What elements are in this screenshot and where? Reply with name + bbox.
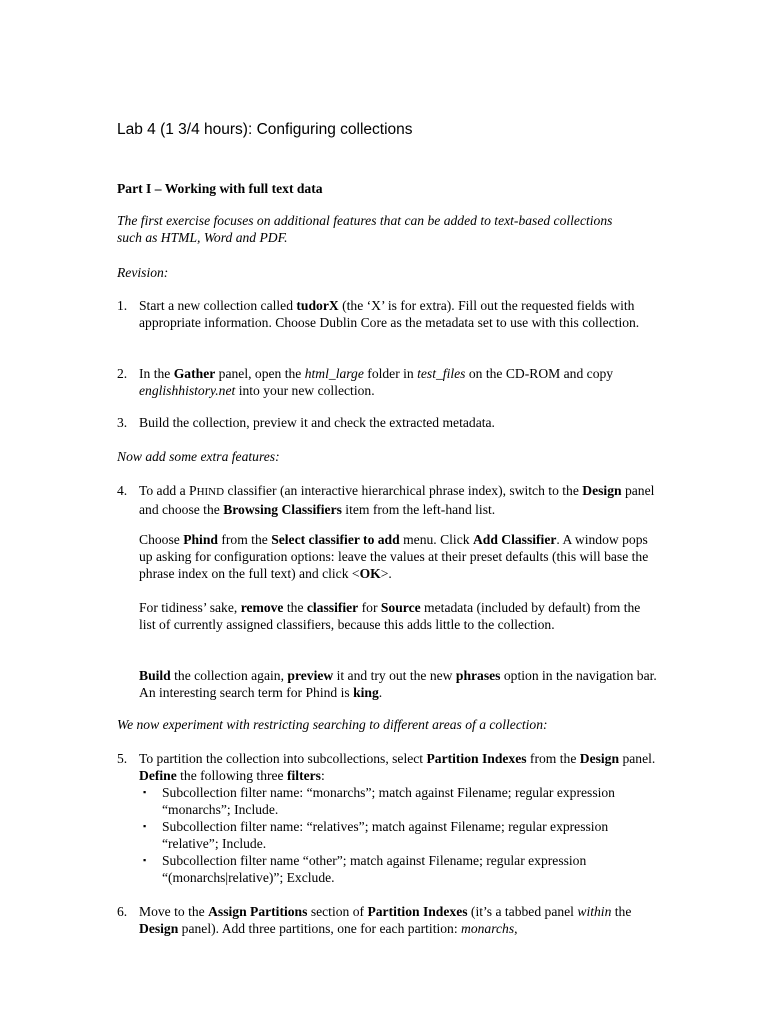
item-bold: preview (287, 668, 334, 683)
item-number: 1. (117, 298, 128, 313)
item-text: panel). Add three partitions, one for each partition: (178, 921, 462, 936)
item-text: for (358, 600, 381, 615)
extra-features-label: Now add some extra features: (117, 449, 280, 464)
item-text: the (611, 904, 632, 919)
item-bold: Add Classifier (472, 532, 557, 547)
item-text: the (283, 600, 307, 615)
item-bold: Build (139, 668, 171, 683)
item-text: . A window pops up asking for configuration options: leave the values at their preset defaults (this will base the phrase index on the full text) and click < (139, 532, 649, 581)
list-item-3: Build the collection, preview it and check the extracted metadata. (139, 415, 495, 430)
item-text: (it’s a tabbed panel (467, 904, 578, 919)
list-item-4-para-4 (139, 667, 659, 701)
item-bold: Assign Partitions (208, 904, 308, 919)
part-heading: Part I – Working with full text data (117, 181, 323, 196)
item-bold: Design (582, 483, 622, 498)
item-text: the collection again, (170, 668, 288, 683)
filter-bullet-item: Subcollection filter name: “relatives”; match against Filename; regular expression “relative”; Include. (162, 819, 609, 851)
item-text: option in the navigation bar. An interesting search term for Phind is (139, 668, 657, 700)
item-text: into your new collection. (235, 383, 375, 398)
item-text: the following three (176, 768, 287, 783)
item-text: To partition the collection into subcollections, select (139, 751, 427, 766)
item-bold: filters (286, 768, 321, 783)
item-text: . (378, 685, 383, 700)
item-bold: Gather (173, 366, 216, 381)
list-item-4-para-1 (139, 482, 659, 518)
item-text: from the (526, 751, 580, 766)
list-item-5 (139, 750, 659, 784)
filter-bullet-item: Subcollection filter name: “monarchs”; match against Filename; regular expression “monarchs”; Include. (162, 785, 615, 817)
item-text: classifier (an interactive hierarchical phrase index), switch to the (224, 483, 583, 498)
item-text: , (514, 921, 518, 936)
list-item-4-para-3 (139, 599, 659, 633)
item-bold: remove (240, 600, 284, 615)
item-bold: Define (139, 768, 177, 783)
item-text: Move to the (139, 904, 209, 919)
list-item-6 (139, 903, 659, 937)
item-text: Start a new collection called (139, 298, 297, 313)
item-text: Choose (139, 532, 184, 547)
item-number: 4. (117, 483, 128, 498)
item-italic: html_large (304, 366, 364, 381)
item-number: 5. (117, 751, 128, 766)
intro-paragraph: The first exercise focuses on additional features that can be added to text-based collections such as HTML, Word and PDF. (117, 213, 613, 245)
item-bold: classifier (306, 600, 359, 615)
item-bold: Partition Indexes (426, 751, 527, 766)
item-bold: Design (579, 751, 620, 766)
bullet-icon: ▪ (143, 787, 147, 797)
list-item-4-para-2 (139, 531, 659, 582)
item-number: 3. (117, 415, 128, 430)
item-italic: test_files (417, 366, 466, 381)
item-bold: Design (139, 921, 179, 936)
item-text: (the ‘X’ is for extra). Fill out the requested fields with appropriate information. Choose Dublin Core as the metadata set to use with this collection. (139, 298, 640, 330)
item-text: menu. Click (399, 532, 473, 547)
item-text: : (320, 768, 325, 783)
item-text: For tidiness’ sake, (139, 600, 241, 615)
revision-label: Revision: (117, 265, 169, 280)
item-text: panel and choose the (139, 483, 655, 517)
item-text: item from the left-hand list. (341, 502, 496, 517)
item-text: metadata (included by default) from the list of currently assigned classifiers, because this adds little to the collection. (139, 600, 641, 632)
item-bold: king (353, 685, 379, 700)
list-item-1 (139, 297, 659, 331)
bullet-icon: ▪ (143, 855, 147, 865)
item-number: 6. (117, 904, 128, 919)
item-text: it and try out the new (333, 668, 456, 683)
item-bold: Select classifier to add (271, 532, 400, 547)
item-text: from the (217, 532, 272, 547)
item-smallcaps: HIND (196, 486, 225, 498)
item-italic: monarchs (461, 921, 515, 936)
item-bold: phrases (455, 668, 501, 683)
item-bold: Partition Indexes (367, 904, 468, 919)
item-italic: englishhistory.net (139, 383, 236, 398)
item-text: panel. (619, 751, 656, 766)
item-text: In the (139, 366, 174, 381)
item-bold: Source (380, 600, 421, 615)
item-bold: OK (359, 566, 381, 581)
filter-bullet-item: Subcollection filter name “other”; match against Filename; regular expression “(monarchs|relative)”; Exclude. (162, 853, 587, 885)
page-title: Lab 4 (1 3/4 hours): Configuring collections (117, 121, 413, 138)
item-text: on the CD-ROM and copy (465, 366, 614, 381)
bullet-icon: ▪ (143, 821, 147, 831)
item-text: panel, open the (215, 366, 305, 381)
item-number: 2. (117, 366, 128, 381)
item-bold: Phind (183, 532, 218, 547)
item-text: >. (380, 566, 392, 581)
item-bold: tudorX (296, 298, 339, 313)
item-text: section of (307, 904, 368, 919)
item-bold: Browsing Classifiers (223, 502, 342, 517)
item-italic: within (577, 904, 612, 919)
item-text: To add a P (139, 483, 197, 498)
item-text: folder in (363, 366, 418, 381)
list-item-2 (139, 365, 659, 399)
restrict-label: We now experiment with restricting searching to different areas of a collection: (117, 717, 548, 732)
